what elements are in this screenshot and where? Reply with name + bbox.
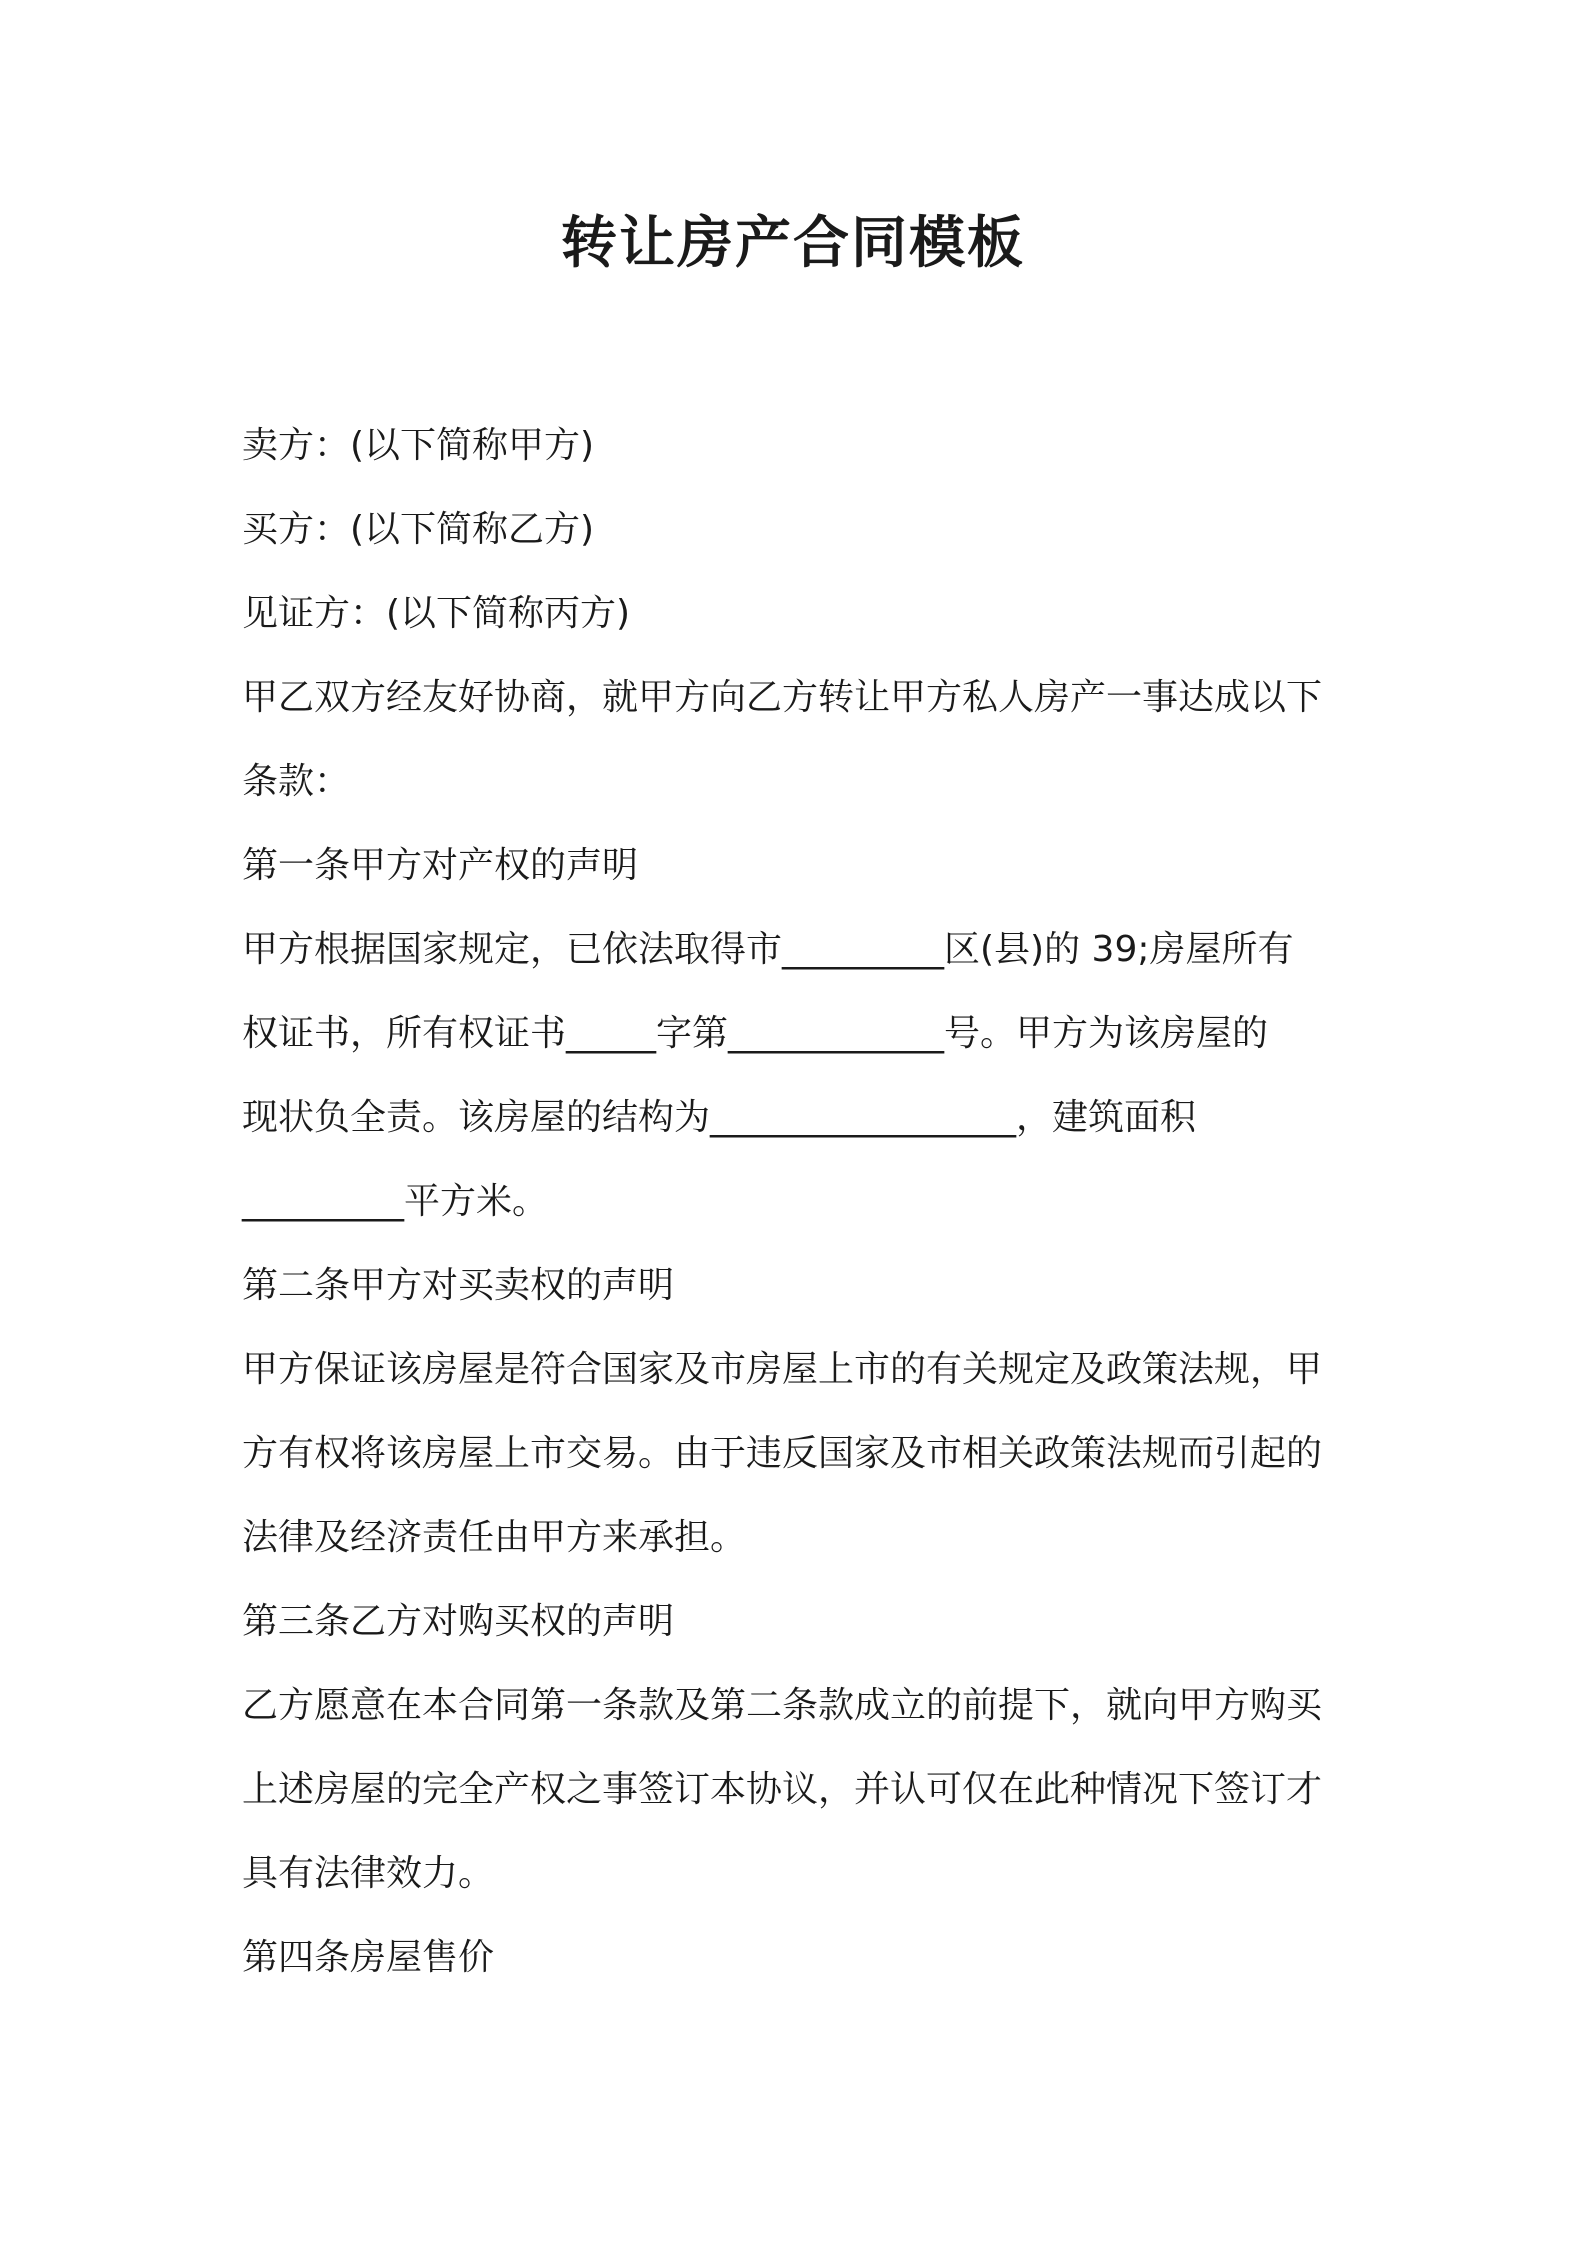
article-2-heading: 第二条甲方对买卖权的声明 xyxy=(242,1265,675,1306)
article-1-text-line: 权证书，所有权证书_____字第____________号。甲方为该房屋的 xyxy=(242,1013,1269,1054)
document-title: 转让房产合同模板 xyxy=(561,211,1025,276)
article-2-text-line: 甲方保证该房屋是符合国家及市房屋上市的有关规定及政策法规，甲 xyxy=(242,1349,1323,1390)
article-2-text-line: 法律及经济责任由甲方来承担。 xyxy=(242,1517,747,1558)
article-2-text-line: 方有权将该房屋上市交易。由于违反国家及市相关政策法规而引起的 xyxy=(242,1433,1323,1474)
article-1-text-line: _________平方米。 xyxy=(242,1181,549,1222)
article-1-text-line: 甲方根据国家规定，已依法取得市_________区(县)的 39;房屋所有 xyxy=(242,929,1294,970)
article-3-heading: 第三条乙方对购买权的声明 xyxy=(242,1601,675,1642)
article-4-heading: 第四条房屋售价 xyxy=(242,1937,495,1978)
preamble-line: 条款： xyxy=(242,761,351,802)
document-body xyxy=(242,404,1362,2000)
preamble-line: 甲乙双方经友好协商，就甲方向乙方转让甲方私人房产一事达成以下 xyxy=(242,677,1323,718)
party-seller-line: 卖方：(以下简称甲方) xyxy=(242,425,595,466)
article-1-text-line: 现状负全责。该房屋的结构为_________________，建筑面积 xyxy=(242,1097,1197,1138)
article-3-text-line: 乙方愿意在本合同第一条款及第二条款成立的前提下，就向甲方购买 xyxy=(242,1685,1323,1726)
article-3-text-line: 具有法律效力。 xyxy=(242,1853,495,1894)
article-1-heading: 第一条甲方对产权的声明 xyxy=(242,845,639,886)
article-3-text-line: 上述房屋的完全产权之事签订本协议，并认可仅在此种情况下签订才 xyxy=(242,1769,1323,1810)
party-witness-line: 见证方：(以下简称丙方) xyxy=(242,593,631,634)
party-buyer-line: 买方：(以下简称乙方) xyxy=(242,509,595,550)
